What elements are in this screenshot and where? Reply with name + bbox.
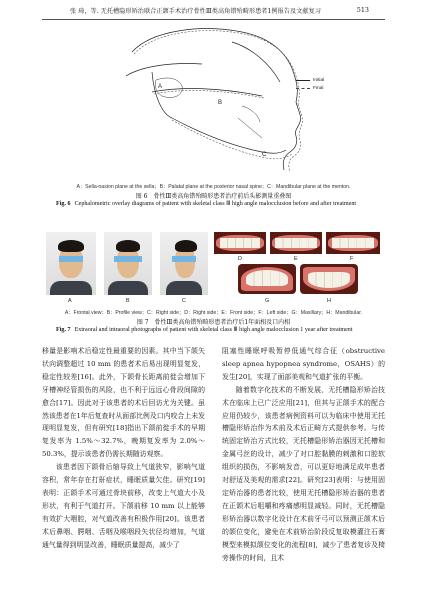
photo-profile-view: [104, 232, 152, 295]
fig7-label-c: C: [182, 298, 186, 304]
fig6-label-c: C: [262, 152, 267, 158]
fig7-label-f: F: [350, 256, 354, 262]
fig6-caption-en-label: Fig. 6: [56, 201, 71, 207]
fig7-label-d: D: [238, 256, 242, 262]
fig6-label-a: A: [158, 84, 163, 90]
photo-intraoral-front: [270, 232, 322, 254]
legend-final: Final: [313, 85, 324, 91]
fig6-label-b: B: [218, 100, 223, 106]
photo-intraoral-left: [326, 232, 380, 254]
fig7-caption-en-label: Fig. 7: [56, 327, 71, 333]
photo-mandibular: [300, 264, 358, 294]
overlay-legend: [296, 76, 324, 92]
legend-initial: Initial: [313, 77, 325, 83]
running-header: [0, 6, 427, 18]
fig7-caption-en: [56, 326, 386, 334]
body-paragraph: 移量是影响术后稳定性最重要的因素。其中当下颌矢状向调整超过 10 mm 的患者术后易出现明显复发，稳定性较差[16]。此外，下颌骨长距离前徙会增加下牙槽神经管损伤的风险，也不利于远远心骨段间隙的愈合[17]。因此对于该患者的术后回访尤为关键。虽然该患者在1年后复查时从面部比例及口内咬合上未发现明显复发，但有研究[18]指出下颌前徙手术的早期复发率为 1.5%～32.7%，晚期复发率为 2.0%～50.3%，提示该患者仍需长期随访观察。: [42, 347, 205, 459]
legend-line-final: [296, 88, 310, 89]
body-column-right: [222, 345, 385, 564]
body-column-left: [42, 345, 205, 552]
fig6-subcaption: A：Sella-nasion plane at the sella；B：Palatal plane at the posterior nasal spine；C：Mandibular plane at the menton.: [76, 184, 351, 190]
fig6-caption-cn: 图 6 骨性Ⅲ类高角错殆畸形患者治疗前后头影测量重叠图: [135, 193, 292, 200]
photo-right-side: [160, 232, 208, 295]
fig6-caption-en: [56, 200, 386, 208]
page-number: 513: [356, 6, 369, 14]
fig7-label-g: G: [265, 298, 270, 304]
body-paragraph: 随着数字化技术的不断发展，无托槽隐形矫治技术在临床上已广泛应用[21]，但其与正颌手术的配合应用仍较少，该患者病例资料可以为临床中使用无托槽隐形矫治作为术前及术后正畸方式提供参考。与传统固定矫治方式比较，无托槽隐形矫治器因无托槽和金属弓丝的设计，减少了对口腔黏膜的刺激和口腔软组织的损伤，不影响发音，可以更好地满足成年患者对舒适及美观的需求[22]。研究[23]表明：与使用固定矫治器的患者比较，使用无托槽隐形矫治器的患者在正颌术后咀嚼和疼痛感明显减轻。同时，无托槽隐形矫治器以数字化设计在术前牙弓可以预测正颌术后的颌位变化，避免在术前矫治阶段反复取模灌注石膏模型来模拟颌位变化的流程[8]，减少了患者复诊及椅旁操作的时间，且术: [222, 385, 385, 562]
photo-maxillary: [238, 264, 296, 294]
header-rule: [42, 19, 385, 20]
photo-frontal-view: [46, 232, 96, 295]
fig7-label-e: E: [294, 256, 298, 262]
fig7-label-h: H: [327, 298, 331, 304]
photo-intraoral-right: [214, 232, 266, 254]
legend-line-initial: [296, 80, 310, 81]
fig7-label-a: A: [68, 298, 72, 304]
fig7-subcaption: A：Frontal view；B：Profile view；C：Right side；D：Right side；E：Front side；F：Left side；G：Maxillary；H：Mandibular.: [64, 310, 363, 316]
fig6-caption-en-text: Cephalometric overlay diagrams of patient with skeletal class Ⅲ high angle malocclusion before and after treatment: [74, 201, 357, 207]
running-title: 张 琦，等. 无托槽隐形矫治联合正颌手术治疗骨性Ⅲ类高角错殆畸形患者1例报告及文献复习: [70, 8, 321, 15]
cephalometric-overlay-figure: [112, 22, 325, 180]
fig7-caption-en-text: Extraoral and intraoral photographs of patient with skeletal class Ⅲ high angle malocclusion 1 year after treatment: [74, 327, 353, 333]
body-paragraph: 阻塞性睡眠呼吸暂停低通气综合征（obstructive sleep apnea hypopnea syndrome，OSAHS）的发生[20]，实现了面部美观和气道扩张的平衡。: [222, 347, 385, 381]
fig7-label-b: B: [126, 298, 130, 304]
fig7-caption-cn: 图 7 骨性Ⅲ类高角错殆畸形患者治疗后1年面相及口内相: [136, 319, 291, 326]
body-paragraph: 该患者因下颌骨后缩导致上气道狭窄，影响气道容积，常年存在打鼾症状，睡眠质量欠佳。研究[19]表明：正颌手术可通过骨块前移，改变上气道大小及形状，有利于气道打开。下颌前移 10 mm 以上能够有效扩大咽腔，对气道改善有积极作用[20]。该患者术后鼻咽、腭咽、舌咽及喉咽段矢状径均增加，气道通气量得到明显改善，睡眠质量提高，减少了: [42, 463, 205, 549]
